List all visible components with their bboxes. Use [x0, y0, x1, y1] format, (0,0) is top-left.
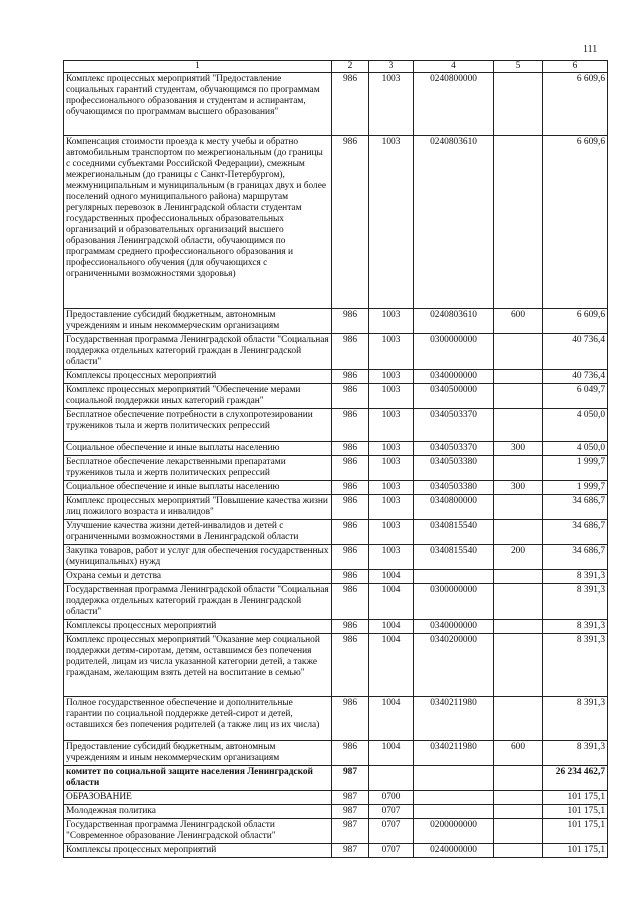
- cell-sum: 101 175,1: [543, 819, 608, 844]
- cell-grbs: 986: [332, 481, 369, 495]
- cell-grbs: 986: [332, 334, 369, 370]
- table-row: [64, 442, 608, 456]
- table-row: [64, 741, 608, 766]
- cell-name: Предоставление субсидий бюджетным, автономным учреждениям и иным некоммерческим организациям: [64, 741, 332, 766]
- cell-sum: 4 050,0: [543, 442, 608, 456]
- table-row: [64, 334, 608, 370]
- cell-name: Молодежная политика: [64, 805, 332, 819]
- cell-vr: 300: [494, 442, 543, 456]
- cell-grbs: 986: [332, 584, 369, 620]
- cell-rzpr: 1004: [369, 584, 414, 620]
- cell-rzpr: 0707: [369, 819, 414, 844]
- cell-rzpr: 1003: [369, 409, 414, 442]
- cell-grbs: 987: [332, 805, 369, 819]
- table-row: [64, 370, 608, 384]
- cell-name: Комплекс процессных мероприятий "Повышение качества жизни лиц пожилого возраста и инвалидов": [64, 495, 332, 520]
- page-number: 111: [583, 44, 598, 55]
- cell-name: Закупка товаров, работ и услуг для обеспечения государственных (муниципальных) нужд: [64, 545, 332, 570]
- table-row: [64, 805, 608, 819]
- cell-csr: 0340211980: [414, 741, 494, 766]
- cell-vr: [494, 334, 543, 370]
- cell-name: Улучшение качества жизни детей-инвалидов и детей с ограниченными возможностями в Ленинградской области: [64, 520, 332, 545]
- cell-rzpr: 1003: [369, 456, 414, 481]
- cell-csr: 0240803610: [414, 136, 494, 309]
- cell-grbs: 986: [332, 495, 369, 520]
- cell-sum: 6 609,6: [543, 136, 608, 309]
- cell-rzpr: 1004: [369, 620, 414, 634]
- table-row: [64, 634, 608, 697]
- cell-vr: 200: [494, 545, 543, 570]
- cell-grbs: 987: [332, 844, 369, 858]
- table-row: [64, 584, 608, 620]
- cell-name: Комплекс процессных мероприятий "Предоставление социальных гарантий студентам, обучающимся по программам профессионального образования и студентам и аспирантам, обучающимся по программам высшего образования": [64, 73, 332, 136]
- table-body: [64, 73, 608, 858]
- table-row: [64, 481, 608, 495]
- cell-name: Социальное обеспечение и иные выплаты населению: [64, 481, 332, 495]
- cell-rzpr: 1003: [369, 495, 414, 520]
- cell-sum: 40 736,4: [543, 334, 608, 370]
- cell-rzpr: 0707: [369, 805, 414, 819]
- cell-rzpr: [369, 766, 414, 791]
- cell-grbs: 986: [332, 634, 369, 697]
- cell-sum: 8 391,3: [543, 741, 608, 766]
- cell-name: Бесплатное обеспечение потребности в слухопротезировании тружеников тыла и жертв политических репрессий: [64, 409, 332, 442]
- cell-name: Государственная программа Ленинградской области "Социальная поддержка отдельных категорий граждан в Ленинградской области": [64, 584, 332, 620]
- cell-csr: 0340503380: [414, 456, 494, 481]
- cell-grbs: 987: [332, 791, 369, 805]
- table-row: [64, 570, 608, 584]
- cell-vr: [494, 136, 543, 309]
- header-cell: 3: [369, 61, 414, 73]
- cell-csr: 0340503380: [414, 481, 494, 495]
- table-row: [64, 409, 608, 442]
- cell-vr: [494, 409, 543, 442]
- cell-name: Комплексы процессных мероприятий: [64, 370, 332, 384]
- cell-grbs: 986: [332, 741, 369, 766]
- cell-vr: [494, 697, 543, 741]
- table-row: [64, 697, 608, 741]
- cell-vr: [494, 456, 543, 481]
- cell-csr: 0200000000: [414, 819, 494, 844]
- cell-vr: [494, 73, 543, 136]
- table-row: [64, 384, 608, 409]
- cell-name: Охрана семьи и детства: [64, 570, 332, 584]
- cell-rzpr: 0700: [369, 791, 414, 805]
- cell-sum: 1 999,7: [543, 481, 608, 495]
- cell-sum: 26 234 462,7: [543, 766, 608, 791]
- table-row: [64, 495, 608, 520]
- cell-rzpr: 0707: [369, 844, 414, 858]
- cell-rzpr: 1004: [369, 570, 414, 584]
- cell-grbs: 986: [332, 409, 369, 442]
- cell-csr: 0300000000: [414, 584, 494, 620]
- cell-vr: [494, 819, 543, 844]
- cell-grbs: 986: [332, 136, 369, 309]
- cell-sum: 34 686,7: [543, 495, 608, 520]
- cell-csr: 0340000000: [414, 620, 494, 634]
- cell-vr: 600: [494, 741, 543, 766]
- cell-csr: [414, 805, 494, 819]
- cell-grbs: 986: [332, 73, 369, 136]
- cell-name: ОБРАЗОВАНИЕ: [64, 791, 332, 805]
- cell-name: Комплекс процессных мероприятий "Оказание мер социальной поддержки детям-сиротам, детям, оставшимся без попечения родителей, лицам из числа указанной категории детей, а также гражданам, желающим взять детей на воспитание в семью": [64, 634, 332, 697]
- cell-vr: [494, 634, 543, 697]
- cell-csr: 0340815540: [414, 545, 494, 570]
- cell-csr: 0340503370: [414, 409, 494, 442]
- table-row: [64, 819, 608, 844]
- cell-vr: 300: [494, 481, 543, 495]
- cell-rzpr: 1004: [369, 697, 414, 741]
- budget-table: [63, 60, 608, 858]
- cell-csr: [414, 570, 494, 584]
- cell-sum: 8 391,3: [543, 570, 608, 584]
- cell-name: Комплекс процессных мероприятий "Обеспечение мерами социальной поддержки иных категорий граждан": [64, 384, 332, 409]
- table-row: [64, 545, 608, 570]
- cell-sum: 8 391,3: [543, 634, 608, 697]
- cell-grbs: 986: [332, 442, 369, 456]
- cell-sum: 101 175,1: [543, 805, 608, 819]
- cell-vr: [494, 805, 543, 819]
- cell-name: Бесплатное обеспечение лекарственными препаратами тружеников тыла и жертв политических репрессий: [64, 456, 332, 481]
- cell-grbs: 986: [332, 520, 369, 545]
- cell-csr: 0240800000: [414, 73, 494, 136]
- cell-rzpr: 1003: [369, 384, 414, 409]
- cell-name: Компенсация стоимости проезда к месту учебы и обратно автомобильным транспортом по межрегиональным (до границы с соседними субъектами Российской Федерации), смежным межрегиональным (до границы с Санкт-Петербургом), межмуниципальным и муниципальным (в границах двух и более поселений одного муниципального района) маршрутам регулярных перевозок в Ленинградской области студентам государственных профессиональных образовательных организаций и образовательных организаций высшего образования Ленинградской области, обучающимся по программам среднего профессионального образования и профессионального обучения (для обучающихся с ограниченными возможностями здоровья): [64, 136, 332, 309]
- cell-name: Комплексы процессных мероприятий: [64, 620, 332, 634]
- cell-csr: 0340211980: [414, 697, 494, 741]
- cell-grbs: 986: [332, 384, 369, 409]
- cell-grbs: 987: [332, 766, 369, 791]
- cell-vr: [494, 384, 543, 409]
- cell-grbs: 986: [332, 309, 369, 334]
- cell-sum: 101 175,1: [543, 791, 608, 805]
- cell-rzpr: 1003: [369, 73, 414, 136]
- cell-name: Государственная программа Ленинградской области "Современное образование Ленинградской области": [64, 819, 332, 844]
- cell-grbs: 987: [332, 819, 369, 844]
- cell-sum: 6 049,7: [543, 384, 608, 409]
- cell-sum: 6 609,6: [543, 309, 608, 334]
- cell-csr: [414, 766, 494, 791]
- cell-sum: 8 391,3: [543, 697, 608, 741]
- cell-grbs: 986: [332, 697, 369, 741]
- cell-name: комитет по социальной защите населения Ленинградской области: [64, 766, 332, 791]
- cell-grbs: 986: [332, 370, 369, 384]
- cell-sum: 40 736,4: [543, 370, 608, 384]
- cell-vr: [494, 620, 543, 634]
- table-row: [64, 520, 608, 545]
- cell-name: Полное государственное обеспечение и дополнительные гарантии по социальной поддержке детей-сирот и детей, оставшихся без попечения родителей (а также лиц из их числа): [64, 697, 332, 741]
- cell-rzpr: 1003: [369, 442, 414, 456]
- cell-csr: 0340500000: [414, 384, 494, 409]
- cell-grbs: 986: [332, 620, 369, 634]
- header-cell: 4: [414, 61, 494, 73]
- cell-sum: 1 999,7: [543, 456, 608, 481]
- cell-sum: 4 050,0: [543, 409, 608, 442]
- cell-rzpr: 1003: [369, 370, 414, 384]
- header-cell: 5: [494, 61, 543, 73]
- table-header-row: [64, 61, 608, 73]
- cell-csr: 0340503370: [414, 442, 494, 456]
- table-row: [64, 791, 608, 805]
- cell-csr: 0300000000: [414, 334, 494, 370]
- header-cell: 6: [543, 61, 608, 73]
- cell-rzpr: 1003: [369, 309, 414, 334]
- cell-vr: [494, 370, 543, 384]
- cell-vr: [494, 791, 543, 805]
- cell-rzpr: 1004: [369, 634, 414, 697]
- header-cell: 2: [332, 61, 369, 73]
- cell-vr: [494, 844, 543, 858]
- cell-grbs: 986: [332, 570, 369, 584]
- cell-rzpr: 1003: [369, 481, 414, 495]
- table-row: [64, 456, 608, 481]
- cell-csr: 0240803610: [414, 309, 494, 334]
- cell-csr: 0340200000: [414, 634, 494, 697]
- cell-csr: 0340800000: [414, 495, 494, 520]
- cell-grbs: 986: [332, 456, 369, 481]
- cell-rzpr: 1004: [369, 741, 414, 766]
- cell-vr: [494, 520, 543, 545]
- table-row: [64, 620, 608, 634]
- header-cell: 1: [64, 61, 332, 73]
- cell-rzpr: 1003: [369, 136, 414, 309]
- cell-grbs: 986: [332, 545, 369, 570]
- cell-rzpr: 1003: [369, 545, 414, 570]
- cell-csr: 0340000000: [414, 370, 494, 384]
- cell-vr: [494, 495, 543, 520]
- cell-vr: 600: [494, 309, 543, 334]
- cell-rzpr: 1003: [369, 334, 414, 370]
- cell-sum: 34 686,7: [543, 545, 608, 570]
- cell-name: Комплексы процессных мероприятий: [64, 844, 332, 858]
- table-row: [64, 73, 608, 136]
- cell-sum: 6 609,6: [543, 73, 608, 136]
- cell-rzpr: 1003: [369, 520, 414, 545]
- cell-vr: [494, 584, 543, 620]
- table-row: [64, 309, 608, 334]
- cell-csr: 0340815540: [414, 520, 494, 545]
- cell-csr: [414, 791, 494, 805]
- cell-sum: 101 175,1: [543, 844, 608, 858]
- cell-csr: 0240000000: [414, 844, 494, 858]
- table-row: [64, 766, 608, 791]
- table-row: [64, 136, 608, 309]
- table-row: [64, 844, 608, 858]
- cell-sum: 8 391,3: [543, 620, 608, 634]
- cell-name: Государственная программа Ленинградской области "Социальная поддержка отдельных категорий граждан в Ленинградской области": [64, 334, 332, 370]
- cell-vr: [494, 766, 543, 791]
- cell-sum: 8 391,3: [543, 584, 608, 620]
- cell-name: Предоставление субсидий бюджетным, автономным учреждениям и иным некоммерческим организациям: [64, 309, 332, 334]
- cell-vr: [494, 570, 543, 584]
- cell-sum: 34 686,7: [543, 520, 608, 545]
- cell-name: Социальное обеспечение и иные выплаты населению: [64, 442, 332, 456]
